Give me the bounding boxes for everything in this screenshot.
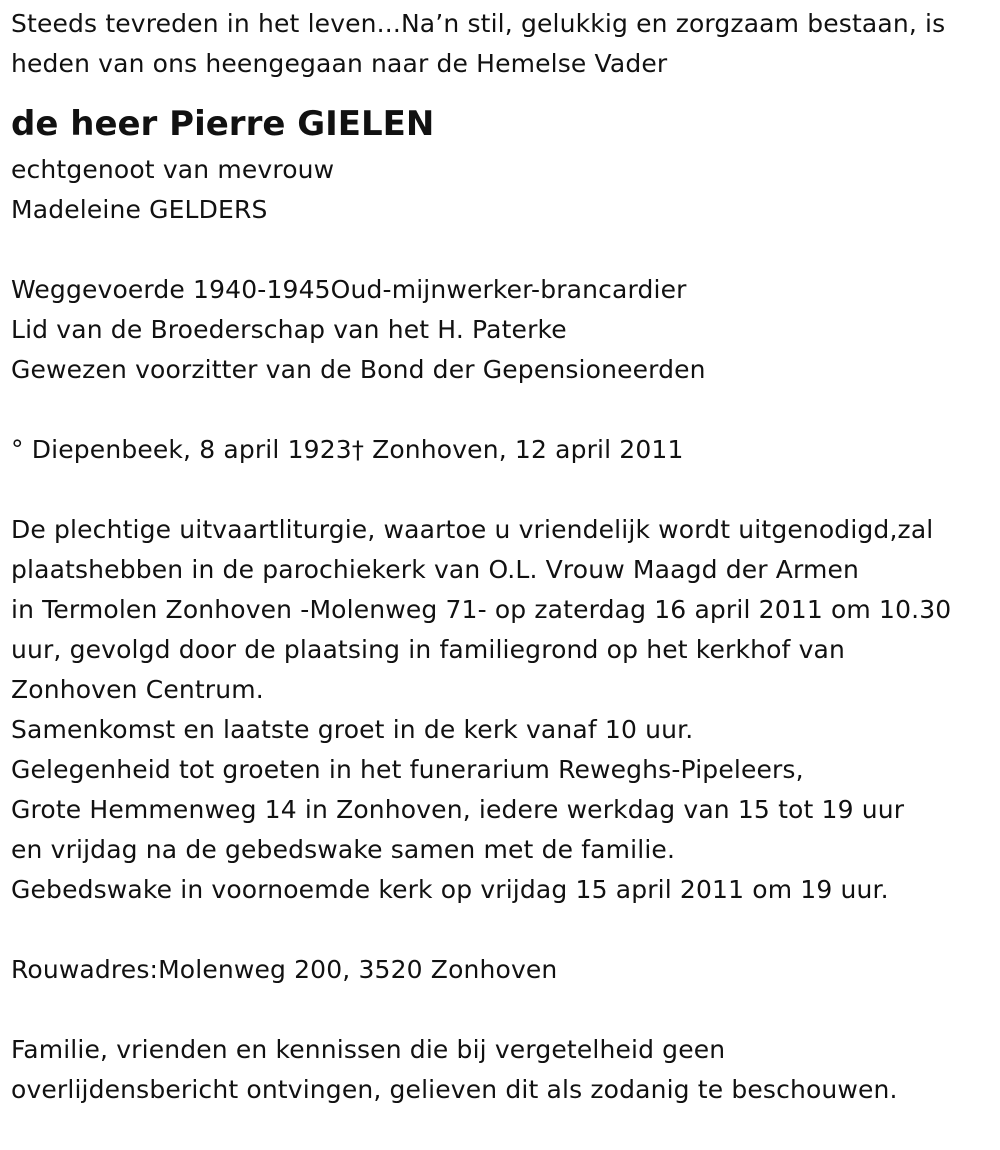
ceremony-line: uur, gevolgd door de plaatsing in familiegrond op het kerkhof van [11,635,845,664]
intro-line-2: heden van ons heengegaan naar de Hemelse Vader [11,49,668,78]
spacer [11,990,991,1030]
title-line: Lid van de Broederschap van het H. Paterke [11,315,567,344]
ceremony-line: Gelegenheid tot groeten in het funerarium Reweghs-Pipeleers, [11,755,804,784]
title-line: Weggevoerde 1940-1945Oud-mijnwerker-brancardier [11,275,687,304]
intro-line-1: Steeds tevreden in het leven...Na’n stil, gelukkig en zorgzaam bestaan, is [11,9,946,38]
mourning-address: Rouwadres:Molenweg 200, 3520 Zonhoven [11,955,558,984]
spouse-name: Madeleine GELDERS [11,195,268,224]
closing-line: Familie, vrienden en kennissen die bij vergetelheid geen [11,1035,726,1064]
ceremony-line: Samenkomst en laatste groet in de kerk vanaf 10 uur. [11,715,694,744]
death-date: Zonhoven, 12 april 2011 [363,435,684,464]
spacer [11,390,991,430]
ceremony-line: De plechtige uitvaartliturgie, waartoe u vriendelijk wordt uitgenodigd,zal [11,515,934,544]
title-line: Gewezen voorzitter van de Bond der Gepensioneerden [11,355,706,384]
ceremony-line: Grote Hemmenweg 14 in Zonhoven, iedere werkdag van 15 tot 19 uur [11,795,905,824]
relation-text: echtgenoot van mevrouw [11,155,335,184]
ceremony-line: Zonhoven Centrum. [11,675,264,704]
ceremony-line: Gebedswake in voornoemde kerk op vrijdag 15 april 2011 om 19 uur. [11,875,889,904]
spacer [11,230,991,270]
deceased-name: de heer Pierre GIELEN [11,104,435,144]
birth-date: ° Diepenbeek, 8 april 1923 [11,435,352,464]
cross-icon: † [351,436,364,464]
ceremony-line: in Termolen Zonhoven -Molenweg 71- op zaterdag 16 april 2011 om 10.30 [11,595,952,624]
life-dates [11,430,991,470]
obituary-notice [11,4,991,1110]
ceremony-line: plaatshebben in de parochiekerk van O.L. Vrouw Maagd der Armen [11,555,860,584]
ceremony-line: en vrijdag na de gebedswake samen met de familie. [11,835,676,864]
closing-line: overlijdensbericht ontvingen, gelieven dit als zodanig te beschouwen. [11,1075,898,1104]
spacer [11,910,991,950]
spacer [11,470,991,510]
